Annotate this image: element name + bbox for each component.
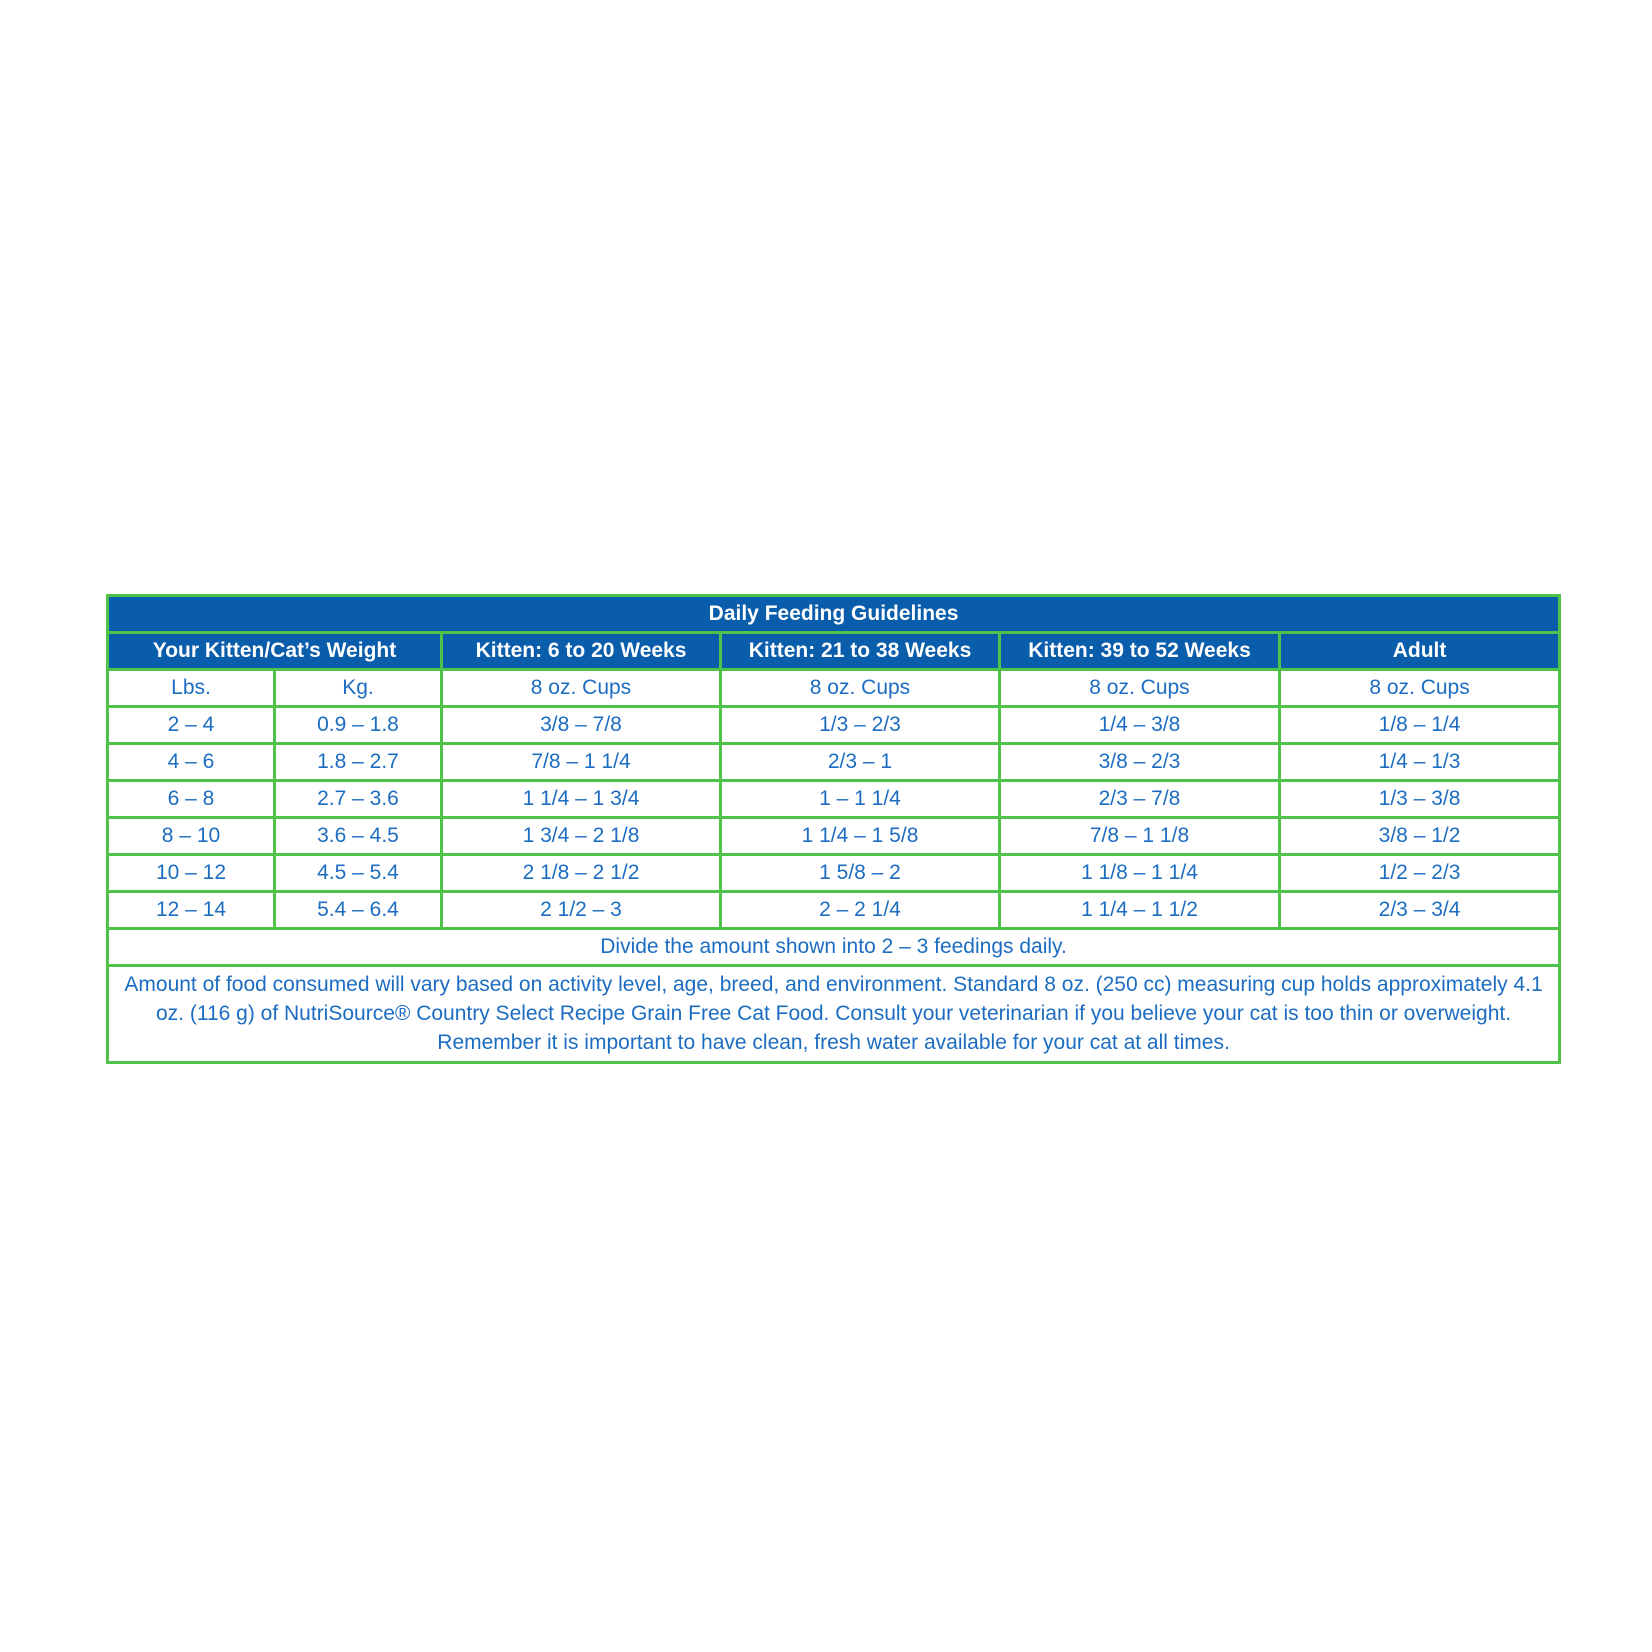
cell-lbs: 8 – 10 [108,818,275,855]
table-row [108,707,1560,744]
cell-kitten-6-20: 2 1/2 – 3 [442,892,721,929]
header-kitten-6-20: Kitten: 6 to 20 Weeks [442,633,721,670]
cell-adult: 1/4 – 1/3 [1280,744,1560,781]
table-row [108,892,1560,929]
cell-kitten-21-38: 1/3 – 2/3 [721,707,1000,744]
divide-note: Divide the amount shown into 2 – 3 feedings daily. [108,929,1560,966]
cell-kitten-21-38: 1 5/8 – 2 [721,855,1000,892]
cell-kitten-21-38: 1 1/4 – 1 5/8 [721,818,1000,855]
cell-lbs: 12 – 14 [108,892,275,929]
cell-kitten-39-52: 3/8 – 2/3 [1000,744,1280,781]
unit-kg: Kg. [275,670,442,707]
header-weight: Your Kitten/Cat’s Weight [108,633,442,670]
cell-kg: 3.6 – 4.5 [275,818,442,855]
header-kitten-21-38: Kitten: 21 to 38 Weeks [721,633,1000,670]
cell-kitten-6-20: 1 3/4 – 2 1/8 [442,818,721,855]
unit-lbs: Lbs. [108,670,275,707]
cell-lbs: 2 – 4 [108,707,275,744]
unit-cups-kitten-6-20: 8 oz. Cups [442,670,721,707]
cell-adult: 1/3 – 3/8 [1280,781,1560,818]
cell-kg: 4.5 – 5.4 [275,855,442,892]
cell-adult: 1/2 – 2/3 [1280,855,1560,892]
cell-adult: 3/8 – 1/2 [1280,818,1560,855]
cell-kitten-39-52: 1 1/4 – 1 1/2 [1000,892,1280,929]
cell-kitten-39-52: 7/8 – 1 1/8 [1000,818,1280,855]
unit-cups-kitten-21-38: 8 oz. Cups [721,670,1000,707]
table-row [108,855,1560,892]
cell-kitten-21-38: 1 – 1 1/4 [721,781,1000,818]
divide-note-row [108,929,1560,966]
cell-kitten-21-38: 2 – 2 1/4 [721,892,1000,929]
unit-cups-kitten-39-52: 8 oz. Cups [1000,670,1280,707]
cell-lbs: 4 – 6 [108,744,275,781]
table-title: Daily Feeding Guidelines [108,596,1560,633]
header-row [108,633,1560,670]
table-row [108,744,1560,781]
cell-kg: 5.4 – 6.4 [275,892,442,929]
header-kitten-39-52: Kitten: 39 to 52 Weeks [1000,633,1280,670]
cell-adult: 1/8 – 1/4 [1280,707,1560,744]
table-row [108,781,1560,818]
cell-kitten-39-52: 1 1/8 – 1 1/4 [1000,855,1280,892]
units-row [108,670,1560,707]
table-row [108,818,1560,855]
footnote-row [108,966,1560,1063]
cell-kg: 2.7 – 3.6 [275,781,442,818]
cell-lbs: 10 – 12 [108,855,275,892]
cell-adult: 2/3 – 3/4 [1280,892,1560,929]
cell-kitten-6-20: 2 1/8 – 2 1/2 [442,855,721,892]
cell-kg: 0.9 – 1.8 [275,707,442,744]
cell-kitten-39-52: 2/3 – 7/8 [1000,781,1280,818]
feeding-guidelines-table [106,594,1561,1064]
cell-kg: 1.8 – 2.7 [275,744,442,781]
cell-kitten-39-52: 1/4 – 3/8 [1000,707,1280,744]
cell-kitten-21-38: 2/3 – 1 [721,744,1000,781]
title-row [108,596,1560,633]
unit-cups-adult: 8 oz. Cups [1280,670,1560,707]
cell-kitten-6-20: 3/8 – 7/8 [442,707,721,744]
header-adult: Adult [1280,633,1560,670]
footnote: Amount of food consumed will vary based on activity level, age, breed, and environment. Standard 8 oz. (250 cc) measuring cup holds approximately 4.1 oz. (116 g) of NutriSource® Country Select Recipe Grain Free Cat Food. Consult your veterinarian if you believe your cat is too thin or overweight. Remember it is important to have clean, fresh water available for your cat at all times. [108,966,1560,1063]
cell-kitten-6-20: 1 1/4 – 1 3/4 [442,781,721,818]
cell-lbs: 6 – 8 [108,781,275,818]
cell-kitten-6-20: 7/8 – 1 1/4 [442,744,721,781]
